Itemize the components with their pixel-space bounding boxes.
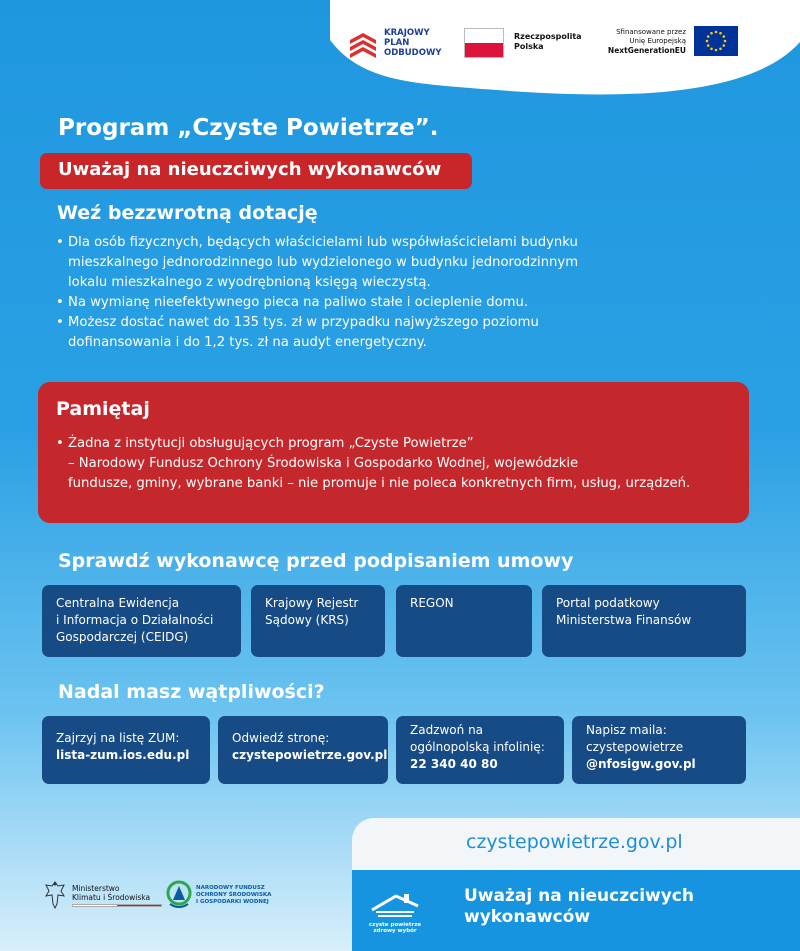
grant-bullet-list — [56, 233, 716, 353]
rp-text-2: Polska — [514, 42, 544, 51]
badge-text-1: czyste powietrze — [368, 922, 422, 928]
kpo-text-3: ODBUDOWY — [384, 48, 442, 58]
website-box — [352, 818, 800, 870]
bottom-line: wykonawców — [464, 907, 591, 927]
ministry-text-2: Klimatu i Środowiska — [72, 893, 151, 902]
bullet-line: • Możesz dostać nawet do 135 tys. zł w przypadku najwyższego poziomu — [68, 315, 539, 330]
ministry-logo — [44, 880, 164, 916]
card-line: Sądowy (KRS) — [265, 613, 349, 627]
card-line: Centralna Ewidencja — [56, 596, 180, 610]
bullet-line: mieszkalnego jednorodzinnego lub wydzielonego w budynku jednorodzinnym — [68, 255, 579, 270]
doubt-heading: Nadal masz wątpliwości? — [58, 681, 325, 703]
eu-flag-icon — [694, 26, 738, 56]
header-logos — [348, 24, 740, 68]
card-krs[interactable] — [251, 585, 385, 657]
check-cards — [42, 585, 746, 657]
card-line: czystepowietrze — [586, 740, 684, 754]
polish-flag-icon — [464, 28, 504, 58]
page-title: Program „Czyste Powietrze”. — [58, 115, 439, 141]
house-icon — [366, 890, 424, 920]
eu-text-3: NextGenerationEU — [607, 46, 686, 55]
card-regon[interactable] — [396, 585, 532, 657]
card-line: Zadzwoń na — [410, 723, 484, 737]
zum-link[interactable]: lista-zum.ios.edu.pl — [56, 748, 190, 762]
nfosigw-logo — [166, 880, 286, 916]
card-email[interactable] — [572, 716, 746, 784]
bullet-line: • Na wymianę nieefektywnego pieca na paliwo stałe i ocieplenie domu. — [68, 295, 529, 310]
rp-logo — [464, 26, 594, 66]
website-link[interactable]: czystepowietrze.gov.pl — [232, 748, 388, 762]
rp-text-1: Rzeczpospolita — [514, 32, 582, 41]
remember-text — [56, 434, 746, 494]
bottom-banner — [352, 870, 800, 951]
card-line: Portal podatkowy — [556, 596, 660, 610]
card-website[interactable] — [218, 716, 388, 784]
bullet-line: dofinansowania i do 1,2 tys. zł na audyt energetyczny. — [68, 335, 427, 350]
grant-heading: Weź bezzwrotną dotację — [57, 202, 318, 224]
bottom-banner-text — [464, 886, 694, 928]
card-line: Gospodarczej (CEIDG) — [56, 630, 189, 644]
card-line: Ministerstwa Finansów — [556, 613, 692, 627]
warning-label: Uważaj na nieuczciwych wykonawców — [40, 153, 472, 189]
nfosigw-mark-icon — [166, 880, 192, 910]
card-portal-podatkowy[interactable] — [542, 585, 746, 657]
kpo-mark-icon — [348, 30, 378, 62]
ministry-text-1: Ministerstwo — [72, 884, 120, 893]
card-line: Odwiedź stronę: — [232, 731, 330, 745]
card-line: Krajowy Rejestr — [265, 596, 359, 610]
kpo-logo — [348, 24, 453, 68]
czyste-powietrze-badge — [366, 890, 424, 934]
card-line: i Informacja o Działalności — [56, 613, 214, 627]
card-hotline[interactable] — [396, 716, 564, 784]
badge-text-2: zdrowy wybór — [373, 928, 417, 934]
remember-box — [38, 382, 749, 523]
check-heading: Sprawdź wykonawcę przed podpisaniem umowy — [58, 550, 574, 572]
bullet-item — [56, 233, 716, 293]
bullet-item — [56, 313, 716, 353]
nf-text-2: OCHRONY ŚRODOWISKA — [196, 892, 272, 898]
bottom-line: Uważaj na nieuczciwych — [464, 886, 694, 906]
bullet-line: • Dla osób fizycznych, będących właścicielami lub współwłaścicielami budynku — [68, 235, 578, 250]
footer-url[interactable]: czystepowietrze.gov.pl — [466, 831, 683, 853]
nf-text-1: NARODOWY FUNDUSZ — [196, 885, 265, 891]
doubt-cards — [42, 716, 746, 784]
card-line: Zajrzyj na listę ZUM: — [56, 731, 180, 745]
hotline-number[interactable]: 22 340 40 80 — [410, 757, 498, 771]
eu-text-2: Unię Europejską — [629, 37, 686, 45]
eu-text-1: Sfinansowane przez — [616, 28, 686, 36]
remember-line: • Żadna z instytucji obsługujących program „Czyste Powietrze” — [56, 436, 474, 451]
ministry-flag-bar — [72, 904, 162, 907]
card-line: ogólnopolską infolinię: — [410, 740, 545, 754]
card-ceidg[interactable] — [42, 585, 241, 657]
card-line: Napisz maila: — [586, 723, 667, 737]
eagle-emblem-icon — [44, 880, 66, 910]
kpo-text-1: KRAJOWY — [384, 28, 430, 38]
nf-text-3: I GOSPODARKI WODNEJ — [196, 899, 269, 905]
eu-logo — [598, 24, 738, 68]
kpo-text-2: PLAN — [384, 38, 410, 48]
remember-line: – Narodowy Fundusz Ochrony Środowiska i Gospodarko Wodnej, wojewódzkie — [68, 456, 579, 471]
card-line: REGON — [410, 596, 454, 610]
bullet-line: lokalu mieszkalnego z wyodrębnioną księgą wieczystą. — [68, 275, 431, 290]
email-link[interactable]: @nfosigw.gov.pl — [586, 757, 696, 771]
remember-heading: Pamiętaj — [56, 398, 150, 420]
bullet-item — [56, 293, 716, 313]
card-zum-list[interactable] — [42, 716, 210, 784]
remember-line: fundusze, gminy, wybrane banki – nie promuje i nie poleca konkretnych firm, usług, urządzeń. — [68, 476, 691, 491]
